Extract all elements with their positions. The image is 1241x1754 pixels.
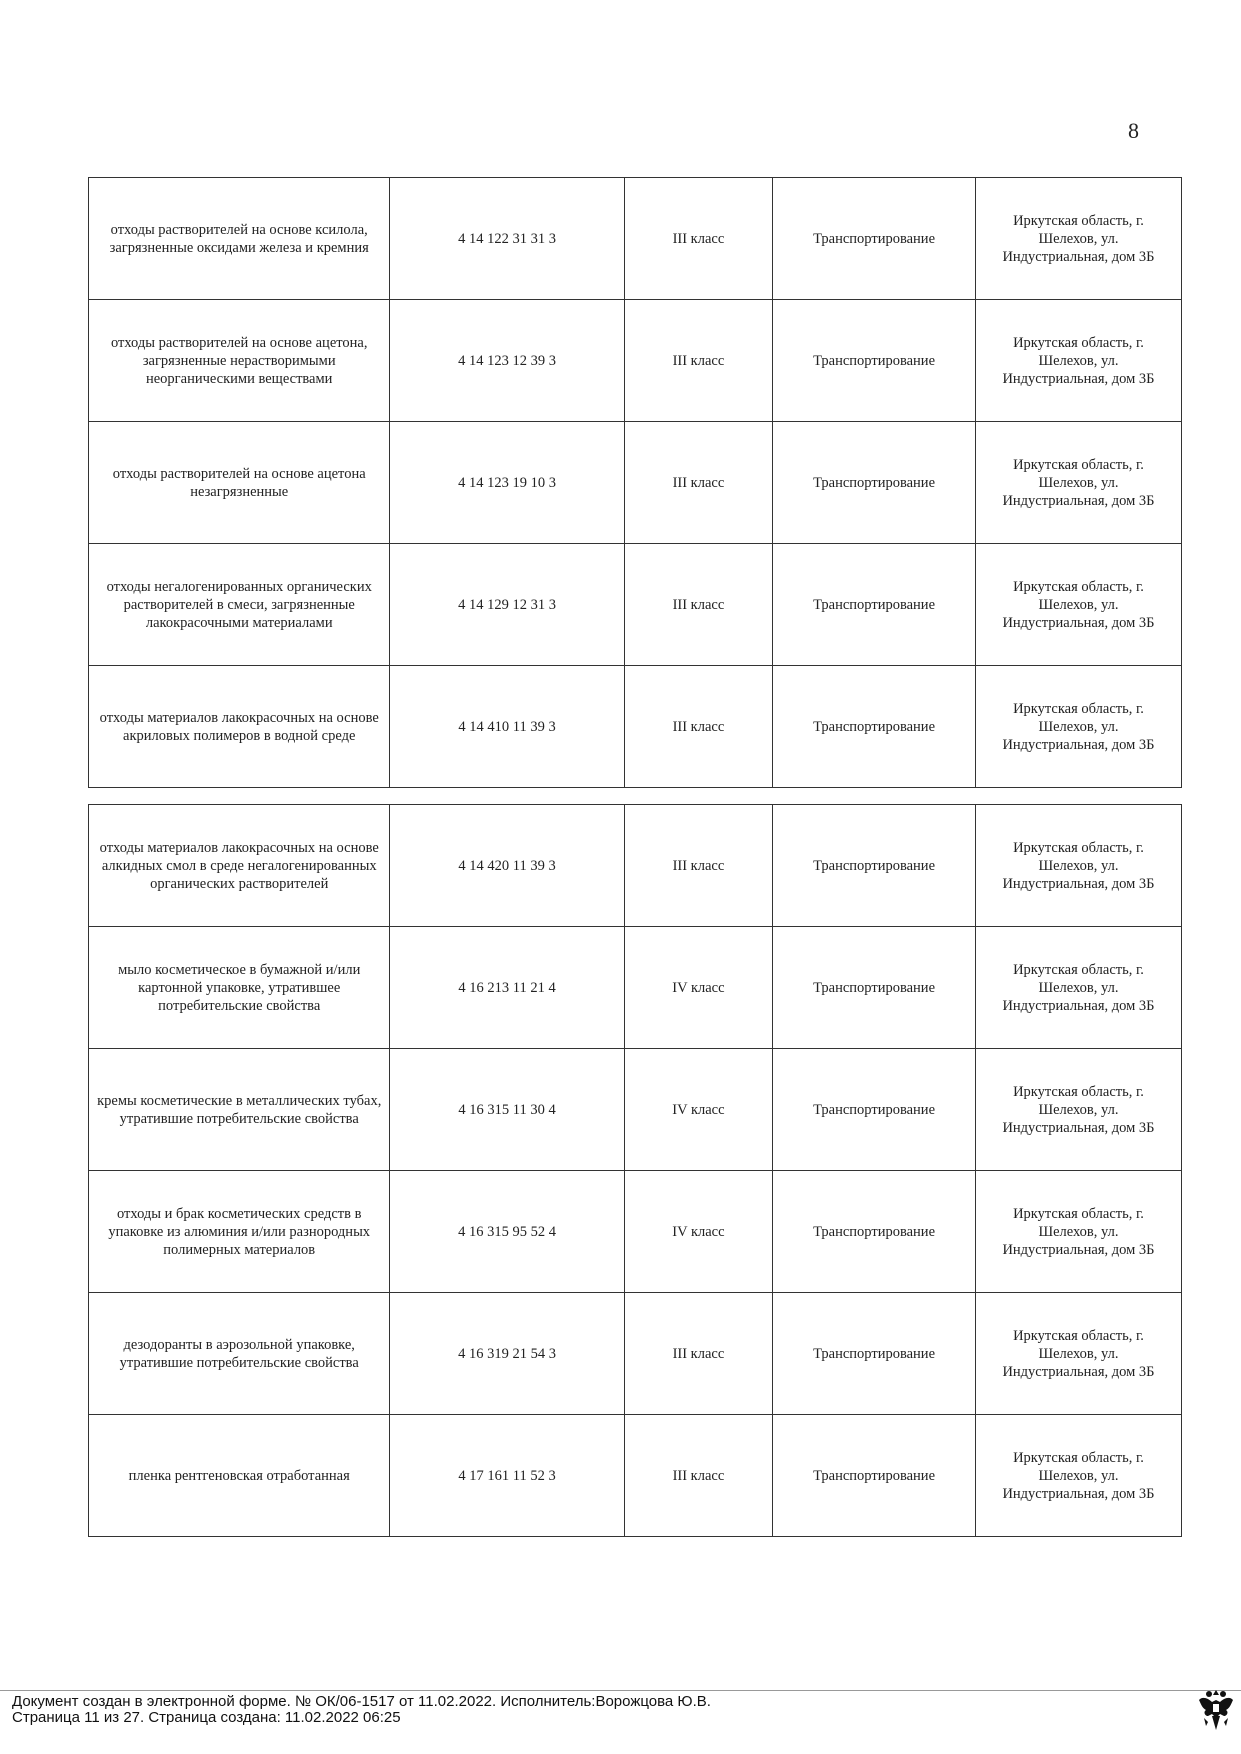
waste-name-cell: отходы и брак косметических средств в упаковке из алюминия и/или разнородных полимерных материалов bbox=[89, 1171, 390, 1293]
table-row bbox=[89, 927, 1182, 1049]
table-row bbox=[89, 300, 1182, 422]
hazard-class-cell: III класс bbox=[624, 422, 773, 544]
activity-cell: Транспортирование bbox=[773, 805, 976, 927]
hazard-class-cell: III класс bbox=[624, 1415, 773, 1537]
waste-code-cell: 4 17 161 11 52 3 bbox=[390, 1415, 624, 1537]
hazard-class-cell: III класс bbox=[624, 544, 773, 666]
address-cell: Иркутская область, г. Шелехов, ул. Индустриальная, дом 3Б bbox=[975, 300, 1181, 422]
waste-name-cell: мыло косметическое в бумажной и/или картонной упаковке, утратившее потребительские свойства bbox=[89, 927, 390, 1049]
hazard-class-cell: IV класс bbox=[624, 927, 773, 1049]
waste-code-cell: 4 14 410 11 39 3 bbox=[390, 666, 624, 788]
waste-name-cell: пленка рентгеновская отработанная bbox=[89, 1415, 390, 1537]
hazard-class-cell: III класс bbox=[624, 178, 773, 300]
table-row bbox=[89, 805, 1182, 927]
activity-cell: Транспортирование bbox=[773, 1293, 976, 1415]
waste-name-cell: дезодоранты в аэрозольной упаковке, утратившие потребительские свойства bbox=[89, 1293, 390, 1415]
waste-name-cell: отходы материалов лакокрасочных на основе алкидных смол в среде негалогенированных органических растворителей bbox=[89, 805, 390, 927]
footer-divider bbox=[0, 1690, 1241, 1691]
activity-cell: Транспортирование bbox=[773, 1415, 976, 1537]
footer-line-2: Страница 11 из 27. Страница создана: 11.02.2022 06:25 bbox=[12, 1709, 401, 1726]
table-row bbox=[89, 1049, 1182, 1171]
address-cell: Иркутская область, г. Шелехов, ул. Индустриальная, дом 3Б bbox=[975, 927, 1181, 1049]
waste-name-cell: отходы растворителей на основе ацетона незагрязненные bbox=[89, 422, 390, 544]
address-cell: Иркутская область, г. Шелехов, ул. Индустриальная, дом 3Б bbox=[975, 805, 1181, 927]
page-number: 8 bbox=[1128, 118, 1139, 143]
activity-cell: Транспортирование bbox=[773, 1049, 976, 1171]
footer-line-1: Документ создан в электронной форме. № ОК/06-1517 от 11.02.2022. Исполнитель:Ворожцова Ю.В. bbox=[12, 1693, 711, 1710]
address-cell: Иркутская область, г. Шелехов, ул. Индустриальная, дом 3Б bbox=[975, 1049, 1181, 1171]
activity-cell: Транспортирование bbox=[773, 927, 976, 1049]
document-footer bbox=[12, 1694, 711, 1726]
address-cell: Иркутская область, г. Шелехов, ул. Индустриальная, дом 3Б bbox=[975, 1293, 1181, 1415]
table-row bbox=[89, 1415, 1182, 1537]
waste-code-cell: 4 16 319 21 54 3 bbox=[390, 1293, 624, 1415]
waste-name-cell: отходы растворителей на основе ацетона, загрязненные нерастворимыми неорганическими веществами bbox=[89, 300, 390, 422]
hazard-class-cell: III класс bbox=[624, 300, 773, 422]
address-cell: Иркутская область, г. Шелехов, ул. Индустриальная, дом 3Б bbox=[975, 1171, 1181, 1293]
address-cell: Иркутская область, г. Шелехов, ул. Индустриальная, дом 3Б bbox=[975, 1415, 1181, 1537]
waste-name-cell: отходы материалов лакокрасочных на основе акриловых полимеров в водной среде bbox=[89, 666, 390, 788]
waste-table-part-1 bbox=[88, 177, 1182, 788]
waste-code-cell: 4 14 123 12 39 3 bbox=[390, 300, 624, 422]
activity-cell: Транспортирование bbox=[773, 544, 976, 666]
waste-code-cell: 4 14 123 19 10 3 bbox=[390, 422, 624, 544]
table-row bbox=[89, 1293, 1182, 1415]
activity-cell: Транспортирование bbox=[773, 300, 976, 422]
hazard-class-cell: IV класс bbox=[624, 1049, 773, 1171]
table-row bbox=[89, 422, 1182, 544]
waste-code-cell: 4 16 315 11 30 4 bbox=[390, 1049, 624, 1171]
waste-name-cell: отходы растворителей на основе ксилола, загрязненные оксидами железа и кремния bbox=[89, 178, 390, 300]
waste-code-cell: 4 16 315 95 52 4 bbox=[390, 1171, 624, 1293]
hazard-class-cell: III класс bbox=[624, 1293, 773, 1415]
hazard-class-cell: III класс bbox=[624, 805, 773, 927]
waste-code-cell: 4 14 122 31 31 3 bbox=[390, 178, 624, 300]
waste-name-cell: кремы косметические в металлических тубах, утратившие потребительские свойства bbox=[89, 1049, 390, 1171]
table-row bbox=[89, 178, 1182, 300]
table-row bbox=[89, 544, 1182, 666]
activity-cell: Транспортирование bbox=[773, 178, 976, 300]
waste-code-cell: 4 14 129 12 31 3 bbox=[390, 544, 624, 666]
hazard-class-cell: III класс bbox=[624, 666, 773, 788]
activity-cell: Транспортирование bbox=[773, 666, 976, 788]
waste-code-cell: 4 14 420 11 39 3 bbox=[390, 805, 624, 927]
address-cell: Иркутская область, г. Шелехов, ул. Индустриальная, дом 3Б bbox=[975, 178, 1181, 300]
address-cell: Иркутская область, г. Шелехов, ул. Индустриальная, дом 3Б bbox=[975, 422, 1181, 544]
address-cell: Иркутская область, г. Шелехов, ул. Индустриальная, дом 3Б bbox=[975, 666, 1181, 788]
activity-cell: Транспортирование bbox=[773, 1171, 976, 1293]
address-cell: Иркутская область, г. Шелехов, ул. Индустриальная, дом 3Б bbox=[975, 544, 1181, 666]
waste-code-cell: 4 16 213 11 21 4 bbox=[390, 927, 624, 1049]
waste-table-part-2 bbox=[88, 804, 1182, 1537]
waste-name-cell: отходы негалогенированных органических растворителей в смеси, загрязненные лакокрасочными материалами bbox=[89, 544, 390, 666]
double-headed-eagle-icon bbox=[1196, 1686, 1236, 1732]
table-row bbox=[89, 666, 1182, 788]
hazard-class-cell: IV класс bbox=[624, 1171, 773, 1293]
table-row bbox=[89, 1171, 1182, 1293]
activity-cell: Транспортирование bbox=[773, 422, 976, 544]
